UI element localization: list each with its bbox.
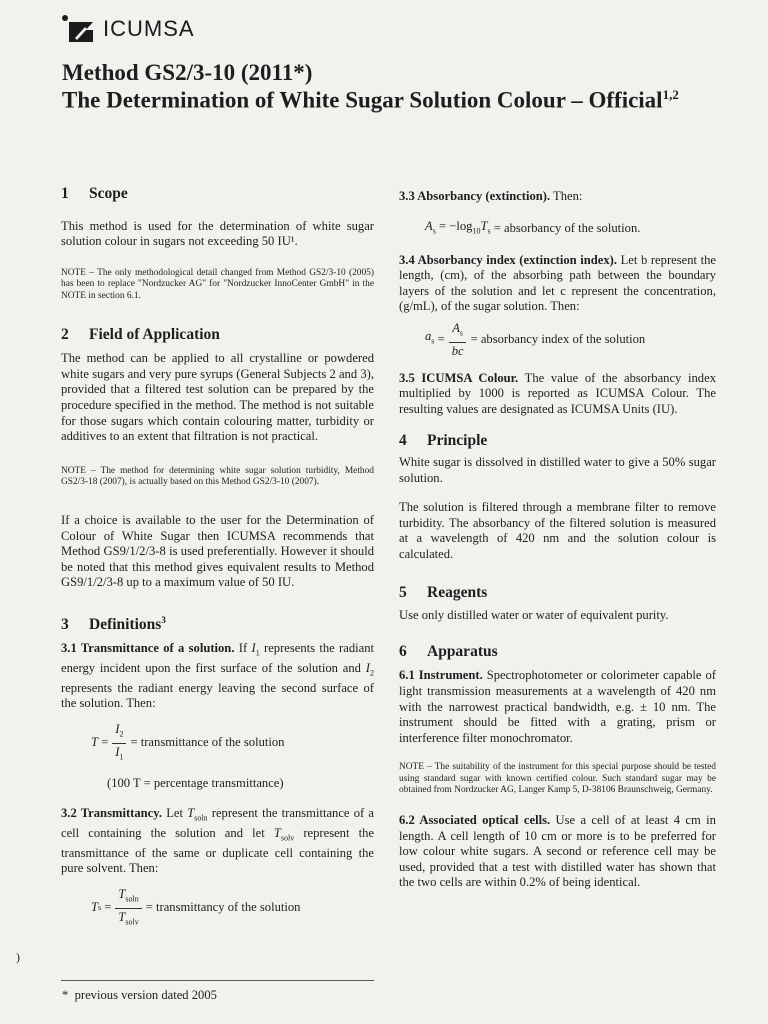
definition-3-4: 3.4 Absorbancy index (extinction index). Let b represent the length, (cm), of the absorbing path between the boundary layers of the solution and let c represent the concentration, (g/mL), of the sugar solution. Then: (399, 252, 716, 314)
scope-paragraph: This method is used for the determination of white sugar solution colour in sugars not exceeding 50 IU¹. (61, 218, 374, 249)
definition-3-3: 3.3 Absorbancy (extinction). Then: (399, 189, 583, 203)
apparatus-note: NOTE – The suitability of the instrument for this special purpose should be tested using standard sugar with known certified colour. Such standard sugar may be obtained from Nordzucker AG, Langer Kamp 5, D-38106 Braunschweig, Germany. (399, 762, 716, 796)
section-heading-reagents: 5 Reagents (399, 583, 488, 601)
left-column (61, 186, 374, 929)
footnote: * previous version dated 2005 (62, 988, 217, 1002)
field-note: NOTE – The method for determining white sugar solution turbidity, Method GS2/3-18 (2007), is actually based on this Method GS2/3-10 (2007). (61, 465, 374, 488)
reagents-paragraph: Use only distilled water or water of equivalent purity. (399, 608, 669, 623)
title-footnote-mark: 1,2 (662, 87, 679, 102)
section-heading-apparatus: 6 Apparatus (399, 642, 498, 660)
method-number: Method GS2/3-10 (2011*) (62, 60, 313, 85)
formula-transmittance: T = $\frac{I_2}{I_1}$ = transmittance of the solution (91, 722, 285, 762)
document-title: The Determination of White Sugar Solution Colour – Official$^{1,2}$ (62, 87, 679, 113)
formula-transmittancy: T s = $\frac{T_{soln}}{T_{solv}}$ = transmittancy of the solution (91, 887, 301, 927)
definition-3-5: 3.5 ICUMSA Colour. The value of the absorbancy index multiplied by 1000 is reported as ICUMSA Colour. The resulting values are designated as ICUMSA Units (IU). (399, 370, 716, 416)
right-column (399, 186, 716, 891)
logo-text: ICUMSA (103, 16, 195, 41)
footnote-rule (61, 980, 374, 981)
section-heading-scope: 1 Scope (61, 185, 128, 202)
field-paragraph: The method can be applied to all crystalline or powdered white sugars and very pure syrups (General Subjects 2 and 3), provided that a filtered test solution can be prepared by the procedure specified in the method. The method is not suitable for those sugars which contain colouring matter, turbidity or additives to an extent that filtration is not practical. (61, 351, 374, 444)
formula-absorbancy-index: $a_s$ = $\frac{A_s}{bc}$ = absorbancy index of the solution (425, 321, 646, 358)
edge-mark: ) (16, 950, 20, 964)
icumsa-logo (61, 14, 195, 44)
percentage-transmittance: (100 T = percentage transmittance) (107, 776, 284, 791)
scope-note: NOTE – The only methodological detail changed from Method GS2/3-10 (2005) has been to replace "Nordzucker AG" for "Nordzucker InnoCenter GmbH" in the NOTE in section 6.1. (61, 267, 374, 301)
definition-3-1: 3.1 Transmittance of a solution. If $I_1$ represents the radiant energy incident upon the first surface of the solution and $I_2$ represents the radiant energy leaving the second surface of the solution. Then: (61, 640, 375, 711)
section-heading-definitions: 3 Definitions$^3$ (61, 614, 166, 634)
footnote-asterisk: * (62, 988, 69, 1002)
formula-absorbancy: $A_s = -\log_{10}T_s$ = absorbancy of the solution. (425, 218, 641, 236)
principle-paragraph-2: The solution is filtered through a membrane filter to remove turbidity. The absorbancy of the filtered solution is measured at a wavelength of 420 nm and the solution colour is calculated. (399, 500, 716, 561)
definition-6-1: 6.1 Instrument. Spectrophotometer or colorimeter capable of light transmission measurements at a wavelength of 420 nm with the narrowest practical bandwidth, e.g. ± 10 nm. The instrument should be fitted with a grating, prism or interference filter monochromator. (399, 668, 716, 745)
section-heading-field: 2 Field of Application (61, 325, 220, 343)
principle-paragraph-1: White sugar is dissolved in distilled water to give a 50% sugar solution. (399, 454, 716, 485)
definition-6-2: 6.2 Associated optical cells. Use a cell of at least 4 cm in length. A cell length of 10 cm or more is to be preferred for low colour white sugars. A second or reference cell may be used, provided that a test with distilled water has shown that the two cells are within 0.2% of being identical. (399, 813, 716, 890)
section-heading-principle: 4 Principle (399, 432, 488, 450)
definition-3-2: 3.2 Transmittancy. Let $T_{soln}$ represent the transmittance of a cell containing the solution and let $T_{solv}$ represent the transmittance of the same or duplicate cell containing the pure solvent. Then: (61, 805, 374, 876)
field-paragraph-2: If a choice is available to the user for the Determination of Colour of White Sugar then ICUMSA recommends that Method GS9/1/2/3-8 is used preferentially. However it should be noted that this method gives equivalent results to Method GS9/1/2/3-8 up to a maximum value of 50 IU. (61, 512, 374, 590)
icumsa-logo-icon (61, 14, 95, 44)
